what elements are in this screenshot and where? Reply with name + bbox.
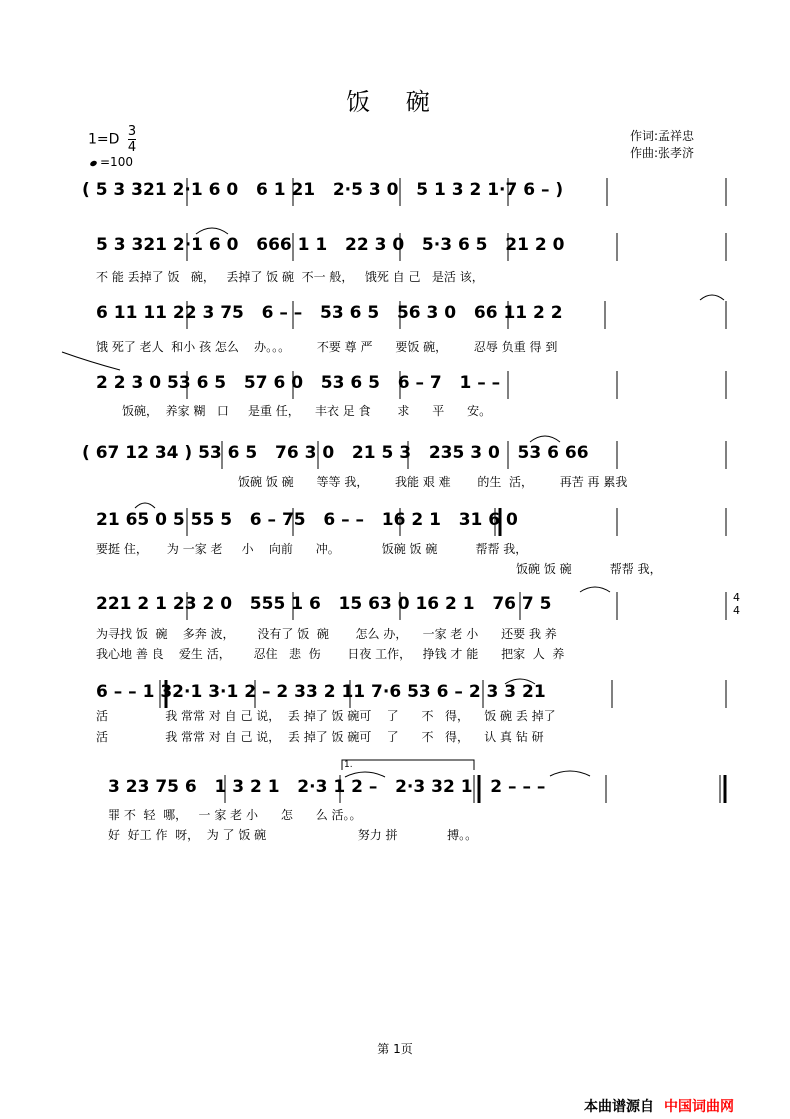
watermark-brand: 中国词曲网 (664, 1099, 734, 1115)
notation-row: 6 11 11 22 3 75 6 – – 53 6 5 56 3 0 66 11 2 2 (96, 303, 563, 323)
watermark-prefix: 本曲谱源自 (584, 1099, 654, 1115)
meter-change-top: 4 (733, 591, 740, 604)
notation-row: 21 65 0 5 55 5 6 – 75 6 – – 16 2 1 31 6 0 (96, 510, 518, 530)
lyric-line: 活 我 常常 对 自 己 说， 丢 掉了 饭 碗可 了 不 得， 认 真 钻 研 (96, 730, 544, 744)
lyric-line: 要挺 住， 为 一家 老 小 向前 冲。 饭碗 饭 碗 帮帮 我， (96, 542, 528, 556)
song-title: 饭 碗 (346, 88, 444, 116)
lyric-line: 为寻找 饭 碗 多奔 波， 没有了 饭 碗 怎么 办， 一家 老 小 还要 我 养 (96, 627, 557, 641)
notation-row: ( 5 3 321 2·1 6 0 6 1 21 2·5 3 0 5 1 3 2 1·7 6 – ) (82, 180, 564, 200)
lyric-line: 活 我 常常 对 自 己 说， 丢 掉了 饭 碗可 了 不 得， 饭 碗 丢 掉了 (96, 709, 556, 723)
time-signature-denominator: 4 (127, 140, 137, 155)
time-signature-numerator: 3 (127, 124, 137, 139)
meter-change-bottom: 4 (733, 604, 740, 617)
lyric-line: 罪 不 轻 哪， 一 家 老 小 怎 么 活。。 (108, 808, 362, 822)
lyricist: 作词:孟祥忠 (630, 129, 695, 143)
lyric-line: 饭碗， 养家 糊 口 是重 任， 丰衣 足 食 求 平 安。 (122, 404, 492, 418)
composer: 作曲:张孝济 (630, 146, 695, 160)
lyric-line: 好 好工 作 呀， 为 了 饭 碗 努力 拼 搏。。 (108, 828, 478, 842)
notation-row: 6 – – 1 32·1 3·1 2 – 2 33 2 11 7·6 53 6 – 2 3 3 21 (96, 682, 546, 702)
page-number: 第 1页 (377, 1042, 413, 1056)
source-watermark (584, 1096, 734, 1116)
key-label: 1=D (88, 131, 120, 148)
notation-row: 5 3 321 2·1 6 0 666 1 1 22 3 0 5·3 6 5 21 2 0 (96, 235, 565, 255)
lyric-line: 饭碗 饭 碗 帮帮 我， (516, 562, 662, 576)
notation-row: ( 67 12 34 ) 53 6 5 76 3 0 21 5 3 235 3 0 53 6 66 (82, 443, 589, 463)
lyric-line: 饭碗 饭 碗 等等 我， 我能 艰 难 的生 活， 再苦 再 累我 (238, 475, 628, 489)
notation-row: 2 2 3 0 53 6 5 57 6 0 53 6 5 6 – 7 1 – – (96, 373, 501, 393)
lyric-line: 不 能 丢掉了 饭 碗， 丢掉了 饭 碗 不一 般， 饿死 自 己 是活 该， (96, 270, 484, 284)
lyric-line: 饿 死了 老人 和小 孩 怎么 办。。。 不要 尊 严 要饭 碗， 忍辱 负重 得 到 (96, 340, 558, 354)
lyric-line: 我心地 善 良 爱生 活， 忍住 悲 伤 日夜 工作， 挣钱 才 能 把家 人 养 (96, 647, 565, 661)
volta-number: 1. (344, 760, 353, 770)
notation-row: 221 2 1 23 2 0 555 1 6 15 63 0 16 2 1 76 7 5 (96, 594, 552, 614)
notation-row: 3 23 75 6 1 3 2 1 2·3 1 2 – 2·3 32 1 2 – – – (108, 777, 546, 797)
tempo-value: =100 (100, 155, 133, 169)
